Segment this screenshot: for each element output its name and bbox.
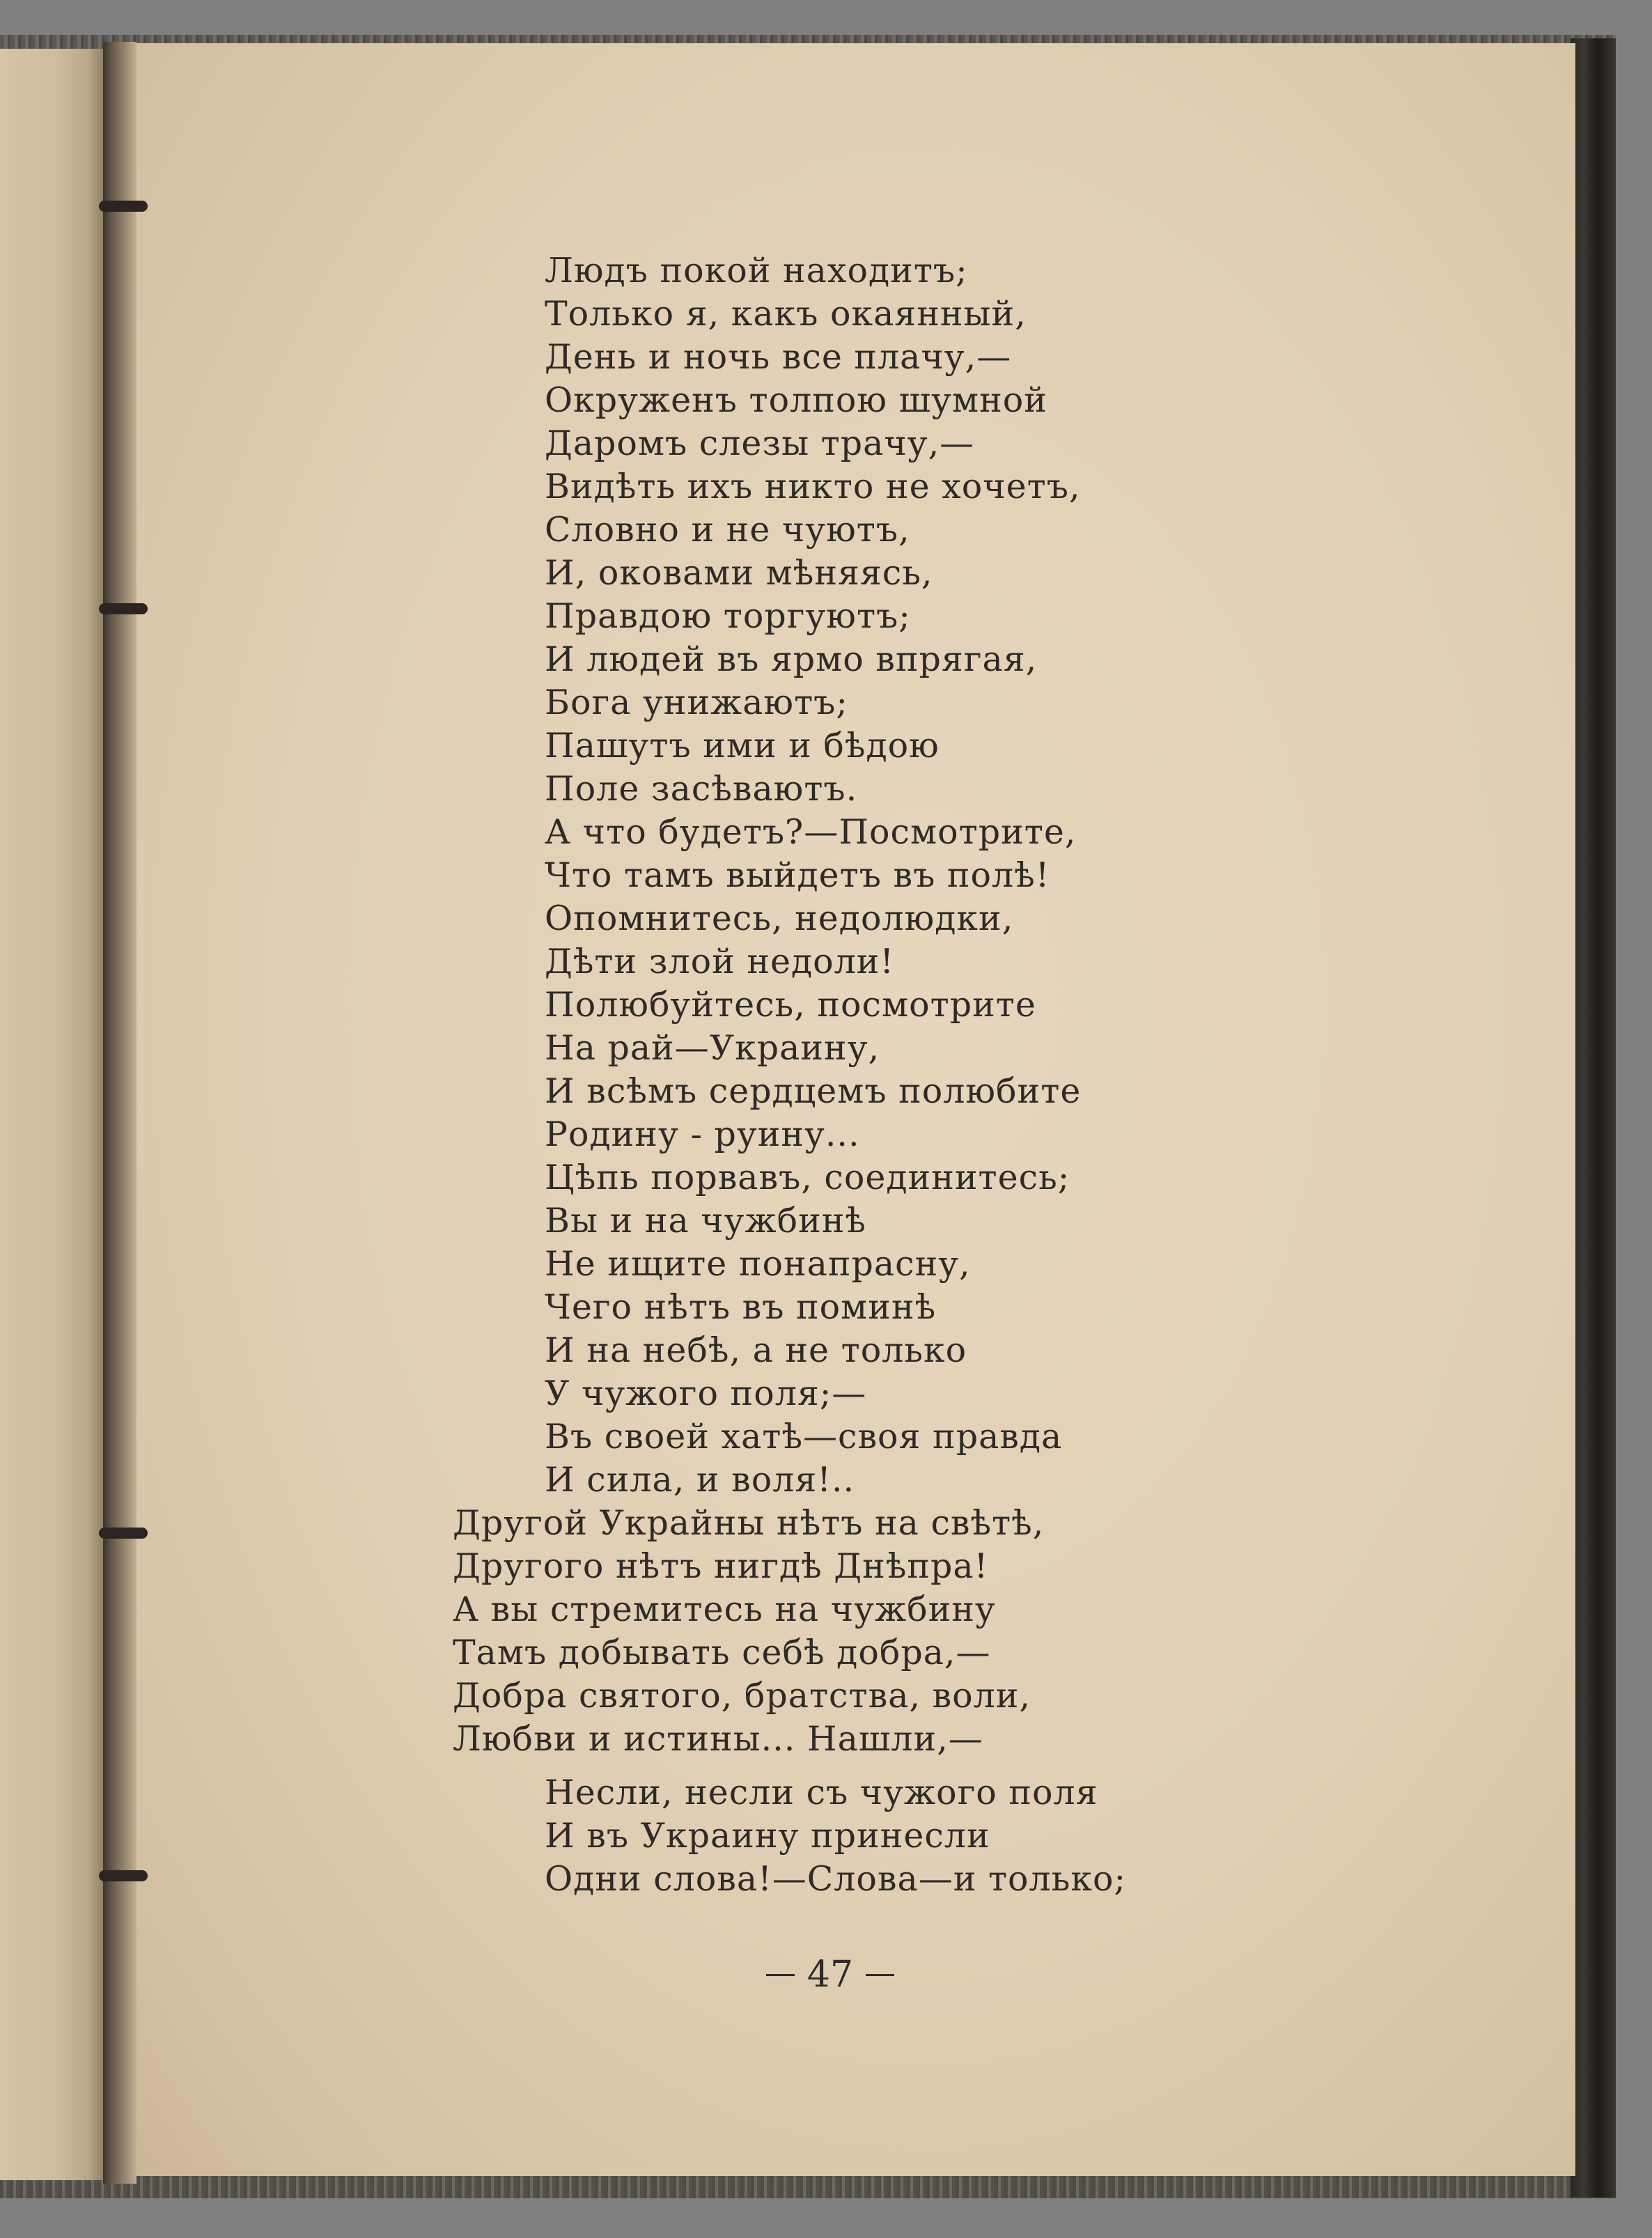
poem-line: Цѣпь порвавъ, соединитесь; (545, 1158, 1070, 1197)
poem-line: Добра святого, братства, воли, (453, 1676, 1031, 1716)
poem-line: И сила, и воля!.. (545, 1460, 855, 1500)
poem-line: Любви и истины... Нашли,— (453, 1719, 983, 1759)
poem-line: Дѣти злой недоли! (545, 942, 895, 981)
page-number-value: 47 (806, 1954, 854, 1996)
poem-line: И на небѣ, а не только (545, 1330, 967, 1370)
poem-line: А вы стремитесь на чужбину (453, 1590, 996, 1629)
poem-line: Другой Украйны нѣтъ на свѣтѣ, (453, 1503, 1045, 1543)
page-number (754, 1952, 907, 1997)
poem-line: А что будетъ?—Посмотрите, (545, 812, 1077, 852)
poem-line: И людей въ ярмо впрягая, (545, 639, 1038, 679)
poem-line: Вы и на чужбинѣ (545, 1201, 866, 1241)
poem-line: День и ночь все плачу,— (545, 337, 1012, 377)
poem-line: И, оковами мѣняясь, (545, 553, 933, 593)
poem-line: Только я, какъ окаянный, (545, 294, 1027, 334)
poem-line: Одни слова!—Слова—и только; (545, 1859, 1126, 1899)
poem-line: Родину - руину... (545, 1114, 860, 1154)
poem-line: Тамъ добывать себѣ добра,— (453, 1633, 991, 1672)
poem-line: Правдою торгуютъ; (545, 596, 911, 636)
poem-line: Бога унижаютъ; (545, 683, 848, 722)
poem-line: Полюбуйтесь, посмотрите (545, 985, 1036, 1025)
poem-line: На рай—Украину, (545, 1028, 880, 1068)
poem-line: Людъ покой находитъ; (545, 251, 968, 290)
poem-line: Пашутъ ими и бѣдою (545, 726, 940, 766)
poem-line: Поле засѣваютъ. (545, 769, 858, 809)
poem-line: Чего нѣтъ въ поминѣ (545, 1287, 937, 1327)
poem-line: И въ Украину принесли (545, 1816, 990, 1856)
poem-line: Окруженъ толпою шумной (545, 380, 1047, 420)
page-number-dash-left (766, 1974, 795, 1976)
page-number-dash-right (866, 1974, 894, 1976)
poem-line: Въ своей хатѣ—своя правда (545, 1417, 1063, 1456)
poem-line: Другого нѣтъ нигдѣ Днѣпра! (453, 1546, 989, 1586)
poem-line: Словно и не чуютъ, (545, 510, 910, 550)
poem-line: Даромъ слезы трачу,— (545, 423, 975, 463)
poem-line: Видѣть ихъ никто не хочетъ, (545, 467, 1081, 506)
poem-line: И всѣмъ сердцемъ полюбите (545, 1071, 1082, 1111)
poem-line: У чужого поля;— (545, 1374, 867, 1413)
poem-line: Опомнитесь, недолюдки, (545, 899, 1014, 938)
poem-line: Что тамъ выйдетъ въ полѣ! (545, 855, 1050, 895)
poem-line: Несли, несли съ чужого поля (545, 1773, 1098, 1812)
poem-line: Не ищите понапрасну, (545, 1244, 971, 1284)
